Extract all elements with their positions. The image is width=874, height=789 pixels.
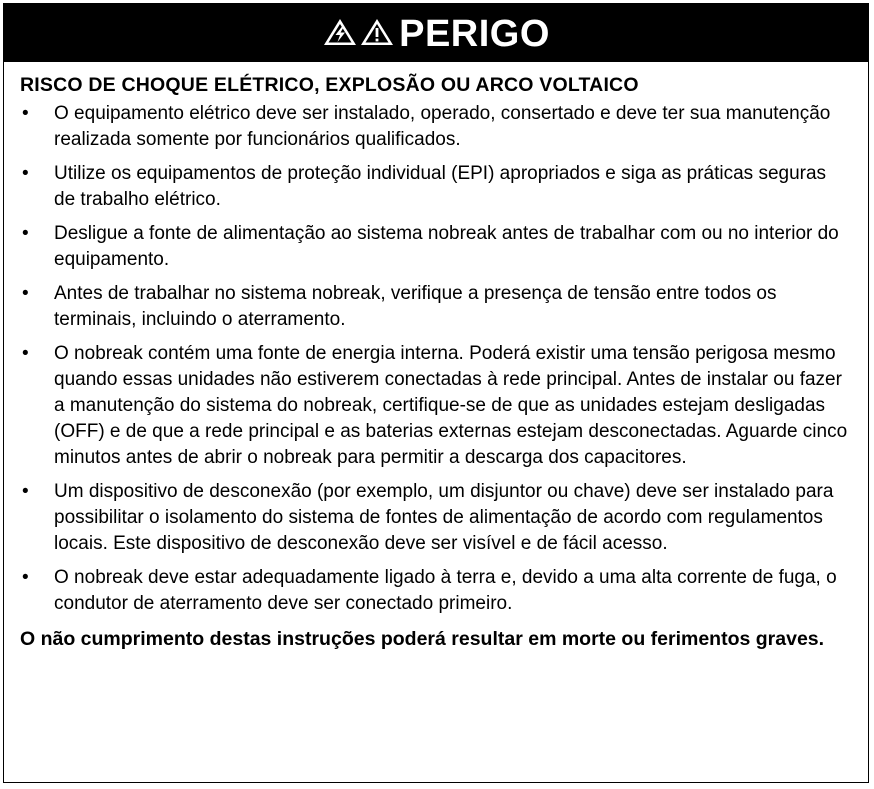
bullet-text: O equipamento elétrico deve ser instalado, operado, consertado e deve ter sua manutenção realizada somente por funcionários qualificados.	[54, 103, 831, 150]
bullet-text: Desligue a fonte de alimentação ao sistema nobreak antes de trabalhar com ou no interior do equipamento.	[54, 223, 839, 270]
bullet-dot: •	[22, 481, 29, 502]
list-item	[20, 281, 852, 333]
list-item	[20, 565, 852, 617]
bullet-dot: •	[22, 283, 29, 304]
bullet-dot: •	[22, 103, 29, 124]
bullet-dot: •	[22, 567, 29, 588]
consequence-warning: O não cumprimento destas instruções poderá resultar em morte ou ferimentos graves.	[20, 628, 825, 650]
bullet-dot: •	[22, 163, 29, 184]
list-item	[20, 161, 852, 213]
danger-header-inner	[322, 13, 550, 55]
warning-icons	[322, 17, 395, 47]
bullet-dot: •	[22, 343, 29, 364]
bullet-text: Um dispositivo de desconexão (por exemplo, um disjuntor ou chave) deve ser instalado para possibilitar o isolamento do sistema de fontes de alimentação de acordo com regulamentos locais. Este dispositivo de desconexão deve ser visível e de fácil acesso.	[54, 481, 834, 554]
danger-header	[4, 4, 868, 62]
bullet-dot: •	[22, 223, 29, 244]
list-item	[20, 479, 852, 557]
danger-notice-panel	[3, 3, 869, 783]
bullet-text: O nobreak deve estar adequadamente ligado à terra e, devido a uma alta corrente de fuga, o condutor de aterramento deve ser conectado primeiro.	[54, 567, 837, 614]
bullet-text: Utilize os equipamentos de proteção individual (EPI) apropriados e siga as práticas seguras de trabalho elétrico.	[54, 163, 827, 210]
warning-exclamation-icon	[359, 17, 395, 47]
hazard-title: RISCO DE CHOQUE ELÉTRICO, EXPLOSÃO OU ARCO VOLTAICO	[20, 74, 639, 96]
list-item	[20, 221, 852, 273]
bullet-text: O nobreak contém uma fonte de energia interna. Poderá existir uma tensão perigosa mesmo quando essas unidades não estiverem conectadas à rede principal. Antes de instalar ou fazer a manutenção do sistema do nobreak, certifique-se de que as unidades estejam desligadas (OFF) e de que a rede principal e as baterias externas estejam desconectadas. Aguarde cinco minutos antes de abrir o nobreak para permitir a descarga dos capacitores.	[54, 343, 848, 468]
bullet-text: Antes de trabalhar no sistema nobreak, verifique a presença de tensão entre todos os terminais, incluindo o aterramento.	[54, 283, 777, 330]
list-item	[20, 101, 852, 153]
danger-title: PERIGO	[399, 13, 550, 55]
electrical-hazard-icon	[322, 17, 358, 47]
list-item	[20, 341, 852, 471]
safety-bullets	[20, 101, 852, 617]
notice-content	[4, 62, 868, 782]
